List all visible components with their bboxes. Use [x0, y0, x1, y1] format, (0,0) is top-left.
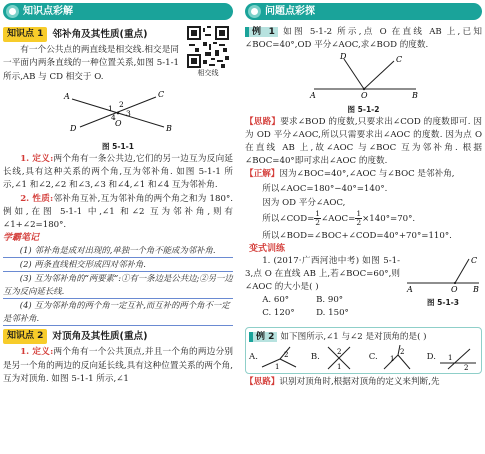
- variant-options: [245, 294, 370, 320]
- label-O: O: [360, 91, 368, 100]
- figure-caption: 图 5-1-3: [427, 297, 459, 307]
- banner-circle-icon: [6, 5, 19, 18]
- example-1-thinking: [245, 116, 482, 169]
- property-adjacent-angles: [3, 193, 233, 233]
- knowledge-point-2-heading: [3, 329, 148, 344]
- variant-question-text: 1. (2017·广西河池中考) 如图 5-1-3,点 O 在直线 AB 上,若∠BOC=60°,则∠AOC 的大小是( ): [245, 255, 400, 293]
- choice-a-diagram: [260, 345, 298, 371]
- example-2-thinking: [245, 376, 482, 389]
- example-1: [245, 26, 482, 243]
- qr-code-icon[interactable]: [187, 26, 229, 68]
- figure-5-1-2: [245, 53, 482, 114]
- figure-5-1-3: [404, 255, 482, 308]
- solution-line-2: 所以∠AOC=180°−40°=140°.: [262, 183, 388, 194]
- label-A: A: [64, 91, 70, 101]
- label-C: C: [158, 89, 165, 99]
- knowledge-point-tag: 知识点 1: [3, 27, 47, 42]
- solution-line-5: 所以∠BOD=∠BOC+∠COD=40°+70°=110°.: [262, 230, 452, 241]
- definition-text: 两个角有一条公共边,它们的另一边互为反向延长线,具有这种关系的两个角,互为邻补角. 如图 5-1-1 所示,∠1 和∠2,∠2 和∠3,∠3 和∠4,∠1 和∠4 互为邻补角.: [3, 154, 233, 191]
- banner-circle-icon: [248, 5, 261, 18]
- figure-5-1-1: [3, 85, 233, 152]
- choice-d[interactable]: [427, 345, 478, 371]
- choice-a[interactable]: [249, 345, 298, 371]
- definition-label: 1. 定义:: [20, 347, 54, 358]
- label-A: A: [309, 91, 316, 100]
- label-D: D: [339, 53, 346, 62]
- study-note-3: (3) 互为邻补角的“两要素”:①有一条边是公共边;②另一边互为反向延长线.: [3, 272, 233, 299]
- choice-label: B.: [310, 352, 320, 363]
- solution-line-4-post: ×140°=70°.: [362, 213, 416, 224]
- option-b[interactable]: B. 90°: [316, 295, 344, 306]
- study-note-2: (2) 两条直线相交形成四对邻补角.: [3, 258, 233, 272]
- solution-line-4-mid: ∠AOC=: [321, 213, 356, 224]
- thinking-text: 要求∠BOD 的度数,只要求出∠COD 的度数即可. 因为 OD 平分∠AOC,所以只需要求出∠AOC 的度数. 因为点 O 在直线 AB 上,故∠AOC 与∠BOC 互为邻补角. 根据∠BOC=40°即可求出∠AOC 的度数.: [245, 116, 482, 167]
- solution-line-3: 因为 OD 平分∠AOC,: [262, 197, 346, 208]
- example-2-question: [249, 331, 478, 344]
- qr-caption: 相交线: [197, 69, 219, 77]
- choice-b-diagram: [322, 345, 356, 371]
- knowledge-point-1-heading: [3, 27, 148, 42]
- option-d[interactable]: D. 150°: [316, 308, 349, 319]
- property-label: 2. 性质:: [20, 193, 54, 204]
- option-c[interactable]: C. 120°: [262, 308, 295, 319]
- figure-caption: 图 5-1-1: [102, 142, 134, 152]
- choice-label: C.: [368, 352, 378, 363]
- banner-title: 问题点彩探: [265, 5, 315, 17]
- left-column: [0, 0, 236, 454]
- angle-label-2: 2: [119, 99, 124, 109]
- definition-adjacent-angles: [3, 153, 233, 193]
- study-note-4: (4) 互为邻补角的两个角一定互补,而互补的两个角不一定是邻补角.: [3, 299, 233, 326]
- example-question-text: 如图 5-1-2 所示,点 O 在直线 AB 上,已知∠BOC=40°,OD 平分∠AOC,求∠BOD 的度数.: [245, 27, 482, 51]
- choice-d-diagram: [438, 345, 478, 371]
- example-question-text: 如下图所示,∠1 与∠2 是对顶角的是( ): [280, 331, 427, 342]
- banner-title: 知识点彩解: [23, 5, 73, 17]
- label-A: A: [407, 284, 413, 293]
- study-note-1: (1) 邻补角是成对出现的,单独一个角不能成为邻补角.: [3, 244, 233, 258]
- example-1-question: [245, 26, 482, 52]
- knowledge-point-title: 对顶角及其性质(重点): [52, 331, 148, 343]
- variant-question-block: [245, 255, 482, 321]
- label-D: D: [70, 123, 77, 133]
- fraction-half: $\frac{1}{2}$: [315, 208, 321, 227]
- example-2: [245, 327, 482, 389]
- supplementary-angle-diagram: [405, 255, 481, 293]
- label-O: O: [451, 284, 458, 293]
- knowledge-point-tag: 知识点 2: [3, 329, 47, 344]
- example-2-panel: [245, 327, 482, 374]
- label-C: C: [471, 255, 478, 265]
- right-column: [243, 0, 485, 454]
- label-B: B: [411, 91, 418, 100]
- label-C: C: [395, 55, 402, 65]
- example-2-choices: [249, 345, 478, 371]
- angle-label-3: 3: [126, 108, 131, 118]
- definition-text: 两个角有一个公共顶点,并且一个角的两边分别是另一个角的两边的反向延长线,具有这种位置关系的两个角,互为对顶角. 如图 5-1-1 所示,∠1: [3, 347, 233, 384]
- variant-training-title: 变式训练: [249, 243, 286, 254]
- figure-caption: 图 5-1-2: [347, 104, 380, 114]
- svg-text:1: 1: [447, 353, 453, 362]
- solution-label: 【正解】: [245, 169, 280, 180]
- solution-line-1: 因为∠BOC=40°,∠AOC 与∠BOC 是邻补角,: [279, 169, 455, 180]
- example-1-solution: [245, 168, 482, 181]
- example-tag: 例 1: [245, 27, 278, 37]
- thinking-label: 【思路】: [245, 116, 281, 127]
- fraction-half: $\frac{1}{2}$: [356, 208, 362, 227]
- label-B: B: [166, 123, 172, 133]
- choice-c-diagram: [380, 345, 414, 371]
- section-banner-problems: [245, 3, 482, 20]
- angle-bisector-diagram: [304, 53, 424, 99]
- solution-line-4: [245, 210, 482, 229]
- section-banner-knowledge: [3, 3, 233, 20]
- svg-text:2: 2: [283, 350, 289, 359]
- svg-text:1: 1: [336, 362, 342, 371]
- option-a[interactable]: A. 60°: [262, 295, 290, 306]
- angle-label-4: 4: [111, 112, 116, 122]
- example-tag: 例 2: [249, 332, 277, 342]
- svg-text:2: 2: [463, 363, 469, 371]
- svg-text:2: 2: [336, 347, 342, 356]
- definition-vertical-angles: [3, 346, 233, 386]
- solution-line-4-pre: 所以∠COD=: [262, 213, 315, 224]
- label-O: O: [115, 118, 122, 128]
- choice-label: D.: [426, 352, 436, 363]
- knowledge-point-title: 邻补角及其性质(重点): [52, 29, 148, 40]
- qr-code-block[interactable]: [183, 26, 233, 78]
- svg-text:2: 2: [399, 347, 405, 356]
- svg-text:1: 1: [389, 354, 395, 363]
- study-notes-title: 学霸笔记: [3, 233, 40, 244]
- intro-paragraph: 有一个公共点的两直线是相交线.相交是同一平面内两条直线的一种位置关系,如图 5-1-1 所示,AB 与 CD 相交于 O.: [3, 45, 179, 82]
- angle-label-1: 1: [108, 103, 113, 113]
- definition-label: 1. 定义:: [20, 154, 54, 165]
- svg-text:1: 1: [274, 362, 280, 371]
- thinking-text: 识别对顶角时,根据对顶角的定义来判断,先: [279, 376, 440, 387]
- choice-label: A.: [249, 352, 258, 363]
- property-text: 邻补角互补,互为邻补角的两个角之和为 180°. 例如,在图 5-1-1 中,∠1 和∠2 互为邻补角,则有∠1+∠2=180°.: [3, 193, 233, 231]
- thinking-label: 【思路】: [245, 376, 280, 387]
- label-B: B: [473, 284, 479, 293]
- choice-b[interactable]: [311, 345, 356, 371]
- intersecting-lines-diagram: [58, 85, 178, 137]
- choice-c[interactable]: [369, 345, 414, 371]
